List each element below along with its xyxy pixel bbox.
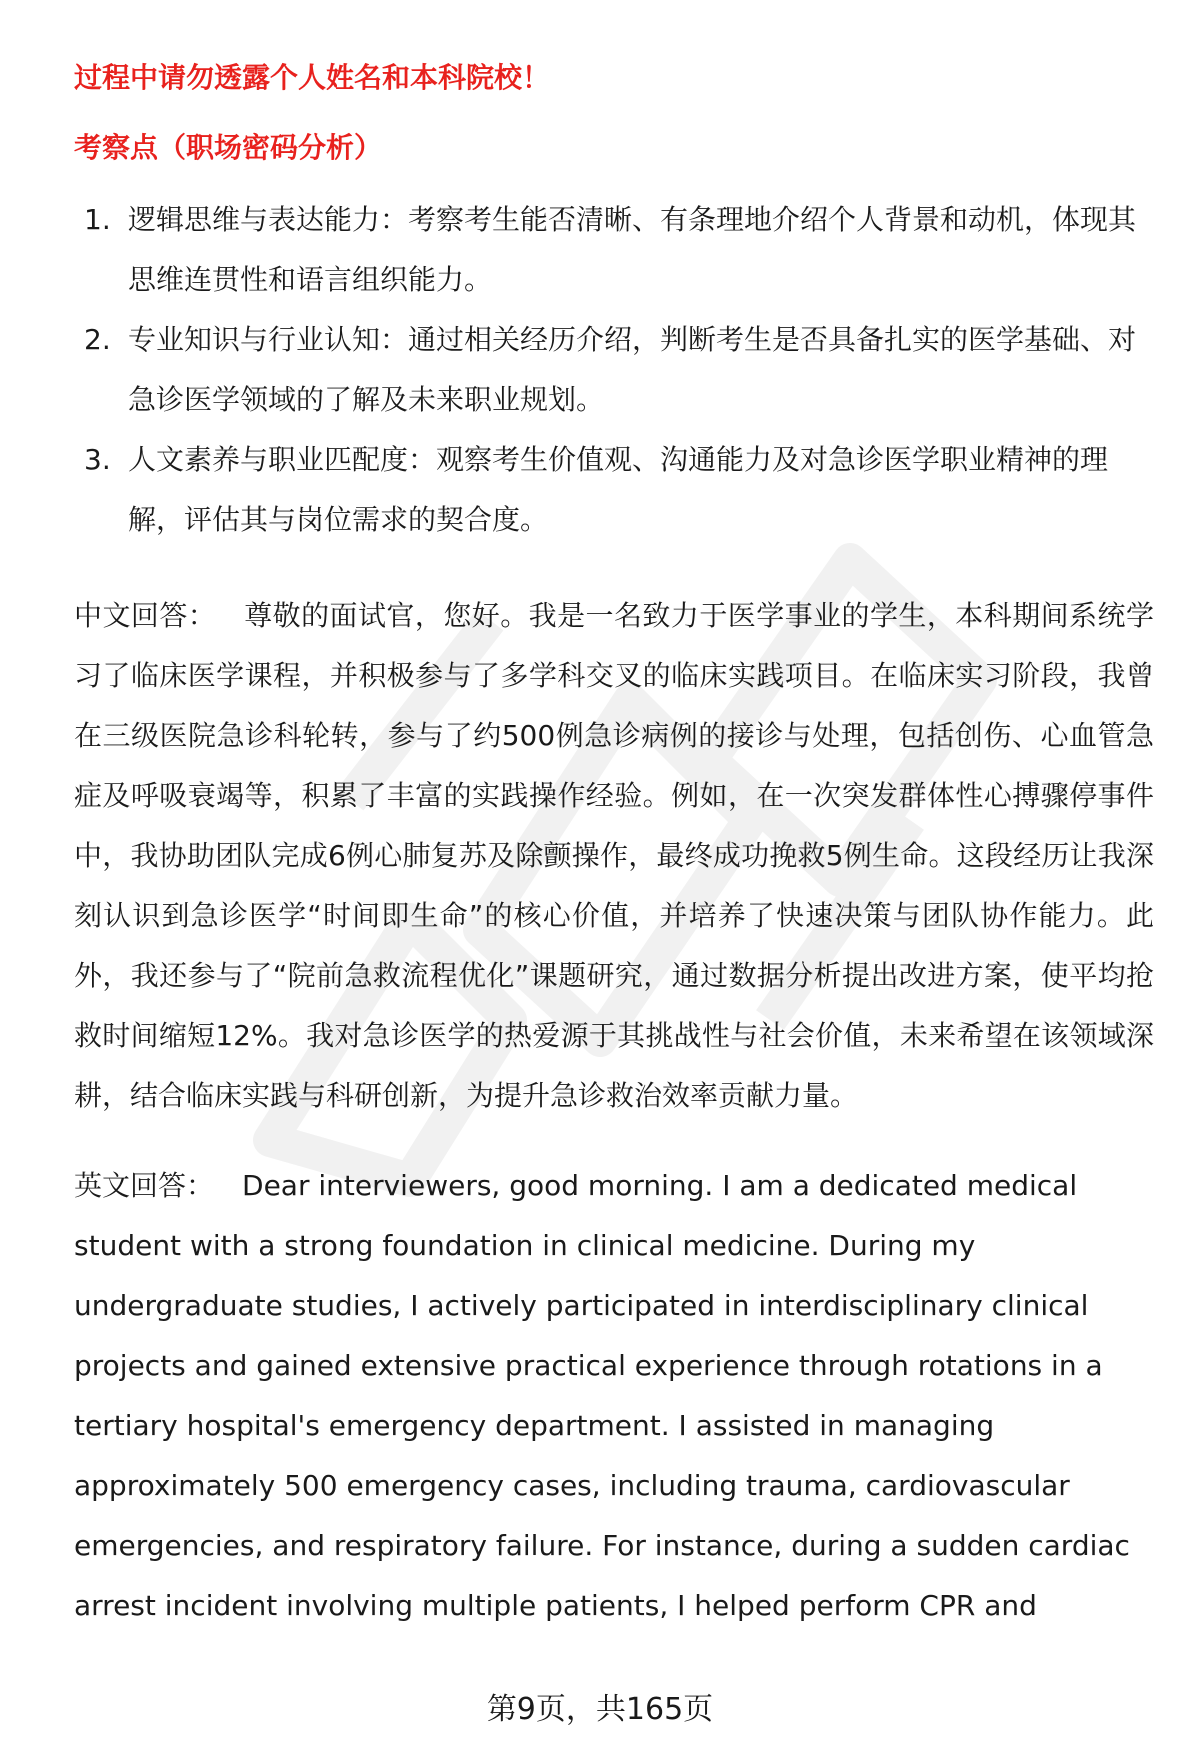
key-point-text: 逻辑思维与表达能力：考察考生能否清晰、有条理地介绍个人背景和动机，体现其思维连贯性和语言组织能力。 xyxy=(128,203,1137,296)
key-point-text: 人文素养与职业匹配度：观察考生价值观、沟通能力及对急诊医学职业精神的理解，评估其与岗位需求的契合度。 xyxy=(128,443,1109,536)
key-point-item xyxy=(74,190,1154,310)
english-answer xyxy=(74,1156,1154,1636)
english-answer-text: Dear interviewers, good morning. I am a dedicated medical student with a strong foundation in clinical medicine. During my undergraduate studies, I actively participated in interdisciplinary clinical projects and gained extensive practical experience through rotations in a tertiary hospital's emergency department. I assisted in managing approximately 500 emergency cases, including trauma, cardiovascular emergencies, and respiratory failure. For instance, during a sudden cardiac arrest incident involving multiple patients, I helped perform CPR and xyxy=(74,1169,1130,1622)
page-indicator: 第9页，共165页 xyxy=(486,1692,714,1727)
key-point-item xyxy=(74,430,1154,550)
english-answer-label: 英文回答： xyxy=(74,1169,215,1202)
key-points-heading: 考察点（职场密码分析） xyxy=(74,131,383,164)
chinese-answer-text: 尊敬的面试官，您好。我是一名致力于医学事业的学生，本科期间系统学习了临床医学课程，并积极参与了多学科交叉的临床实践项目。在临床实习阶段，我曾在三级医院急诊科轮转，参与了约500例急诊病例的接诊与处理，包括创伤、心血管急症及呼吸衰竭等，积累了丰富的实践操作经验。例如，在一次突发群体性心搏骤停事件中，我协助团队完成6例心肺复苏及除颤操作，最终成功挽救5例生命。这段经历让我深刻认识到急诊医学“时间即生命”的核心价值，并培养了快速决策与团队协作能力。此外，我还参与了“院前急救流程优化”课题研究，通过数据分析提出改进方案，使平均抢救时间缩短12%。我对急诊医学的热爱源于其挑战性与社会价值，未来希望在该领域深耕，结合临床实践与科研创新，为提升急诊救治效率贡献力量。 xyxy=(74,599,1154,1112)
key-points-list xyxy=(74,190,1154,550)
key-point-number: 3. xyxy=(84,443,111,476)
chinese-answer xyxy=(74,586,1154,1126)
key-point-number: 2. xyxy=(84,323,111,356)
privacy-warning: 过程中请勿透露个人姓名和本科院校！ xyxy=(74,61,551,94)
key-point-item xyxy=(74,310,1154,430)
key-point-number: 1. xyxy=(84,203,111,236)
chinese-answer-label: 中文回答： xyxy=(74,599,217,632)
key-point-text: 专业知识与行业认知：通过相关经历介绍，判断考生是否具备扎实的医学基础、对急诊医学领域的了解及未来职业规划。 xyxy=(128,323,1137,416)
document-page xyxy=(74,58,1154,1636)
